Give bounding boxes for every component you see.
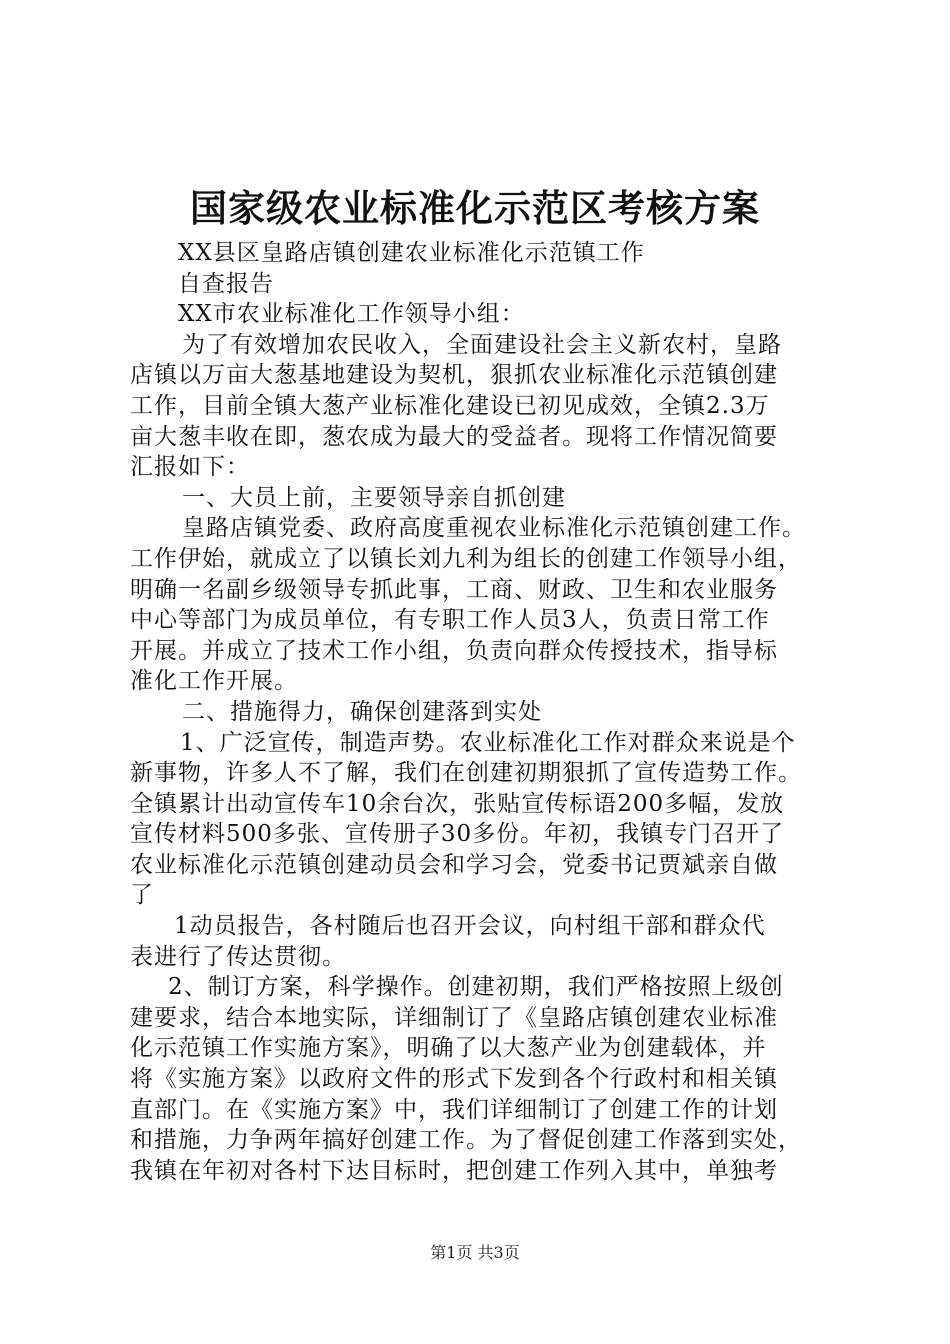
paragraph-line: 工作伊始，就成立了以镇长刘九利为组长的创建工作领导小组，: [130, 545, 802, 572]
subtitle-line: XX县区皇路店镇创建农业标准化示范镇工作: [178, 240, 645, 266]
paragraph-line: 建要求，结合本地实际，详细制订了《皇路店镇创建农业标准: [130, 1004, 778, 1031]
paragraph-line: 为了有效增加农民收入，全面建设社会主义新农村，皇路: [182, 331, 782, 358]
paragraph-line: 准化工作开展。: [130, 668, 298, 695]
page-footer: 第1页 共3页: [430, 1243, 520, 1262]
paragraph-line: 2、制订方案，科学操作。创建初期，我们严格按照上级创: [168, 974, 784, 1001]
page-title: 国家级农业标准化示范区考核方案: [190, 187, 760, 230]
paragraph-line: 农业标准化示范镇创建动员会和学习会，党委书记贾斌亲自做: [130, 851, 778, 878]
paragraph-line: 化示范镇工作实施方案》，明确了以大葱产业为创建载体，并: [130, 1035, 767, 1062]
paragraph-line: 将《实施方案》以政府文件的形式下发到各个行政村和相关镇: [130, 1066, 778, 1093]
paragraph-line: 全镇累计出动宣传车10余台次，张贴宣传标语200多幅，发放: [130, 790, 785, 817]
paragraph-line: 店镇以万亩大葱基地建设为契机，狠抓农业标准化示范镇创建: [130, 362, 778, 389]
paragraph-line: 明确一名副乡级领导专抓此事，工商、财政、卫生和农业服务: [130, 576, 778, 603]
paragraph-line: 我镇在年初对各村下达目标时，把创建工作列入其中，单独考: [130, 1157, 778, 1184]
paragraph-line: 和措施，力争两年搞好创建工作。为了督促创建工作落到实处，: [130, 1127, 802, 1154]
paragraph-line: 表进行了传达贯彻。: [130, 943, 346, 970]
paragraph-line: 皇路店镇党委、政府高度重视农业标准化示范镇创建工作。: [182, 515, 806, 542]
paragraph-line: 1动员报告，各村随后也召开会议，向村组干部和群众代: [174, 913, 766, 940]
paragraph-line: 中心等部门为成员单位，有专职工作人员3人，负责日常工作: [130, 607, 770, 634]
salutation: XX市农业标准化工作领导小组：: [178, 301, 525, 328]
paragraph-line: 宣传材料500多张、宣传册子30多份。年初，我镇专门召开了: [130, 821, 785, 848]
subtitle-line: 自查报告: [178, 270, 274, 297]
paragraph-line: 直部门。在《实施方案》中，我们详细制订了创建工作的计划: [130, 1096, 778, 1123]
paragraph-line: 亩大葱丰收在即，葱农成为最大的受益者。现将工作情况简要: [130, 423, 778, 450]
section-heading: 一、大员上前，主要领导亲自抓创建: [182, 484, 566, 511]
paragraph-line: 1、广泛宣传，制造声势。农业标准化工作对群众来说是个: [180, 729, 796, 756]
paragraph-line: 汇报如下：: [130, 454, 250, 481]
paragraph-line: 开展。并成立了技术工作小组，负责向群众传授技术，指导标: [130, 637, 778, 664]
paragraph-line: 工作，目前全镇大葱产业标准化建设已初见成效，全镇2.3万: [130, 392, 770, 419]
paragraph-line: 新事物，许多人不了解，我们在创建初期狠抓了宣传造势工作。: [130, 760, 802, 787]
document-body: [130, 238, 830, 1186]
section-heading: 二、措施得力，确保创建落到实处: [182, 698, 542, 725]
paragraph-line: 了: [130, 882, 154, 909]
